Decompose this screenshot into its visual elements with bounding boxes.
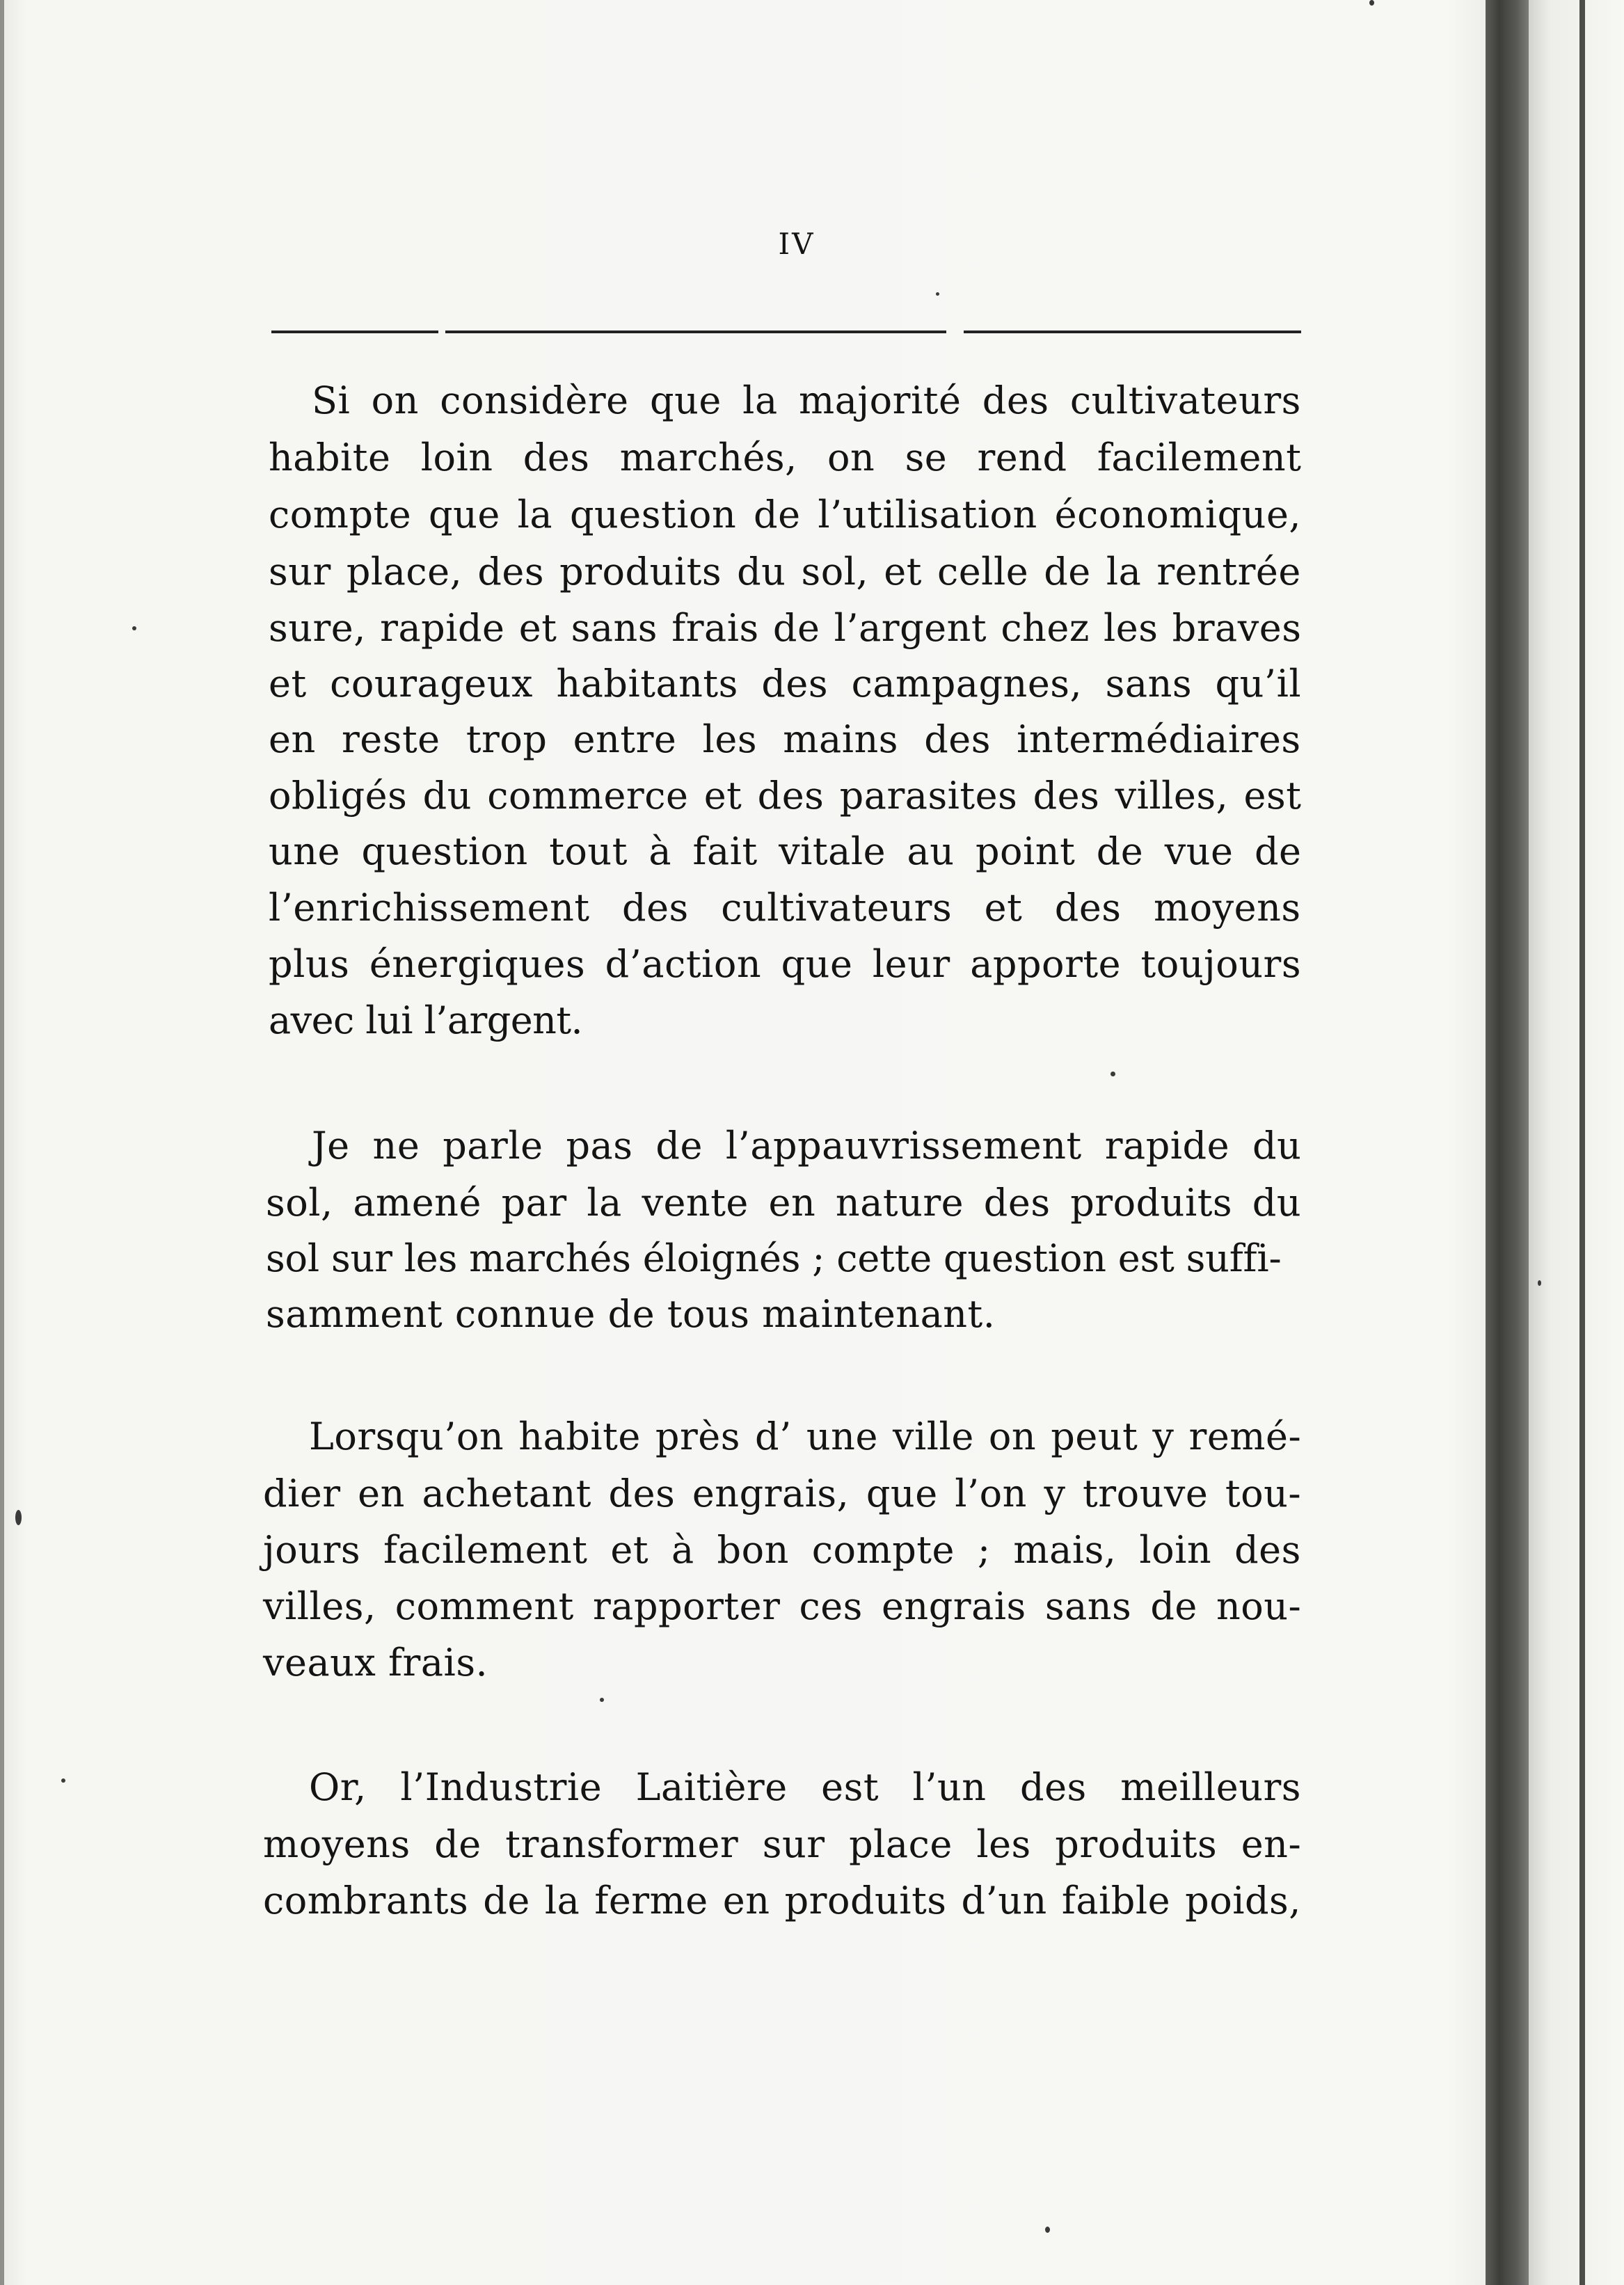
page-left-edge [0, 0, 4, 2285]
body-line: l’enrichissement des cultivateurs et des moyens [269, 886, 1301, 930]
adjacent-page-strip [1529, 0, 1624, 2285]
header-rule-right [964, 331, 1301, 333]
body-line: dier en achetant des engrais, que l’on y trouve tou- [263, 1472, 1302, 1515]
body-line: Si on considère que la majorité des cultivateurs [312, 379, 1301, 422]
body-line: Or, l’Industrie Laitière est l’un des meilleurs [309, 1765, 1302, 1809]
body-line: plus énergiques d’action que leur apporte toujours [269, 942, 1302, 986]
body-line: Lorsqu’on habite près d’ une ville on peut y remé- [309, 1415, 1302, 1458]
body-line: villes, comment rapporter ces engrais sans de nou- [263, 1584, 1302, 1628]
body-line: sol sur les marchés éloignés ; cette question est suffi- [266, 1236, 1282, 1280]
body-line: sur place, des produits du sol, et celle de la rentrée [269, 550, 1301, 594]
body-line: sol, amené par la vente en nature des produits du [266, 1181, 1302, 1225]
body-line: jours facilement et à bon compte ; mais, loin des [263, 1528, 1301, 1572]
page-number: IV [778, 227, 815, 261]
body-line: compte que la question de l’utilisation économique, [269, 493, 1302, 536]
body-line-last: avec lui l’argent. [269, 998, 583, 1042]
body-line-last: veaux frais. [263, 1641, 488, 1685]
body-line: obligés du commerce et des parasites des villes, est [269, 774, 1302, 818]
body-line: Je ne parle pas de l’appauvrissement rapide du [312, 1124, 1302, 1168]
body-line: moyens de transformer sur place les produits en- [263, 1822, 1302, 1866]
book-spine-shadow [1486, 0, 1529, 2285]
body-line: et courageux habitants des campagnes, sans qu’il [269, 662, 1302, 706]
body-line: habite loin des marchés, on se rend facilement [269, 436, 1302, 479]
body-line: combrants de la ferme en produits d’un faible poids, [263, 1879, 1301, 1922]
body-line: sure, rapide et sans frais de l’argent chez les braves [269, 606, 1302, 650]
body-line: une question tout à fait vitale au point de vue de [269, 829, 1302, 873]
header-rule-left [271, 331, 438, 333]
adjacent-page-edge [1579, 0, 1585, 2285]
body-line: en reste trop entre les mains des intermédiaires [269, 717, 1301, 761]
header-rule-center [445, 331, 946, 333]
body-line-last: samment connue de tous maintenant. [266, 1292, 996, 1336]
